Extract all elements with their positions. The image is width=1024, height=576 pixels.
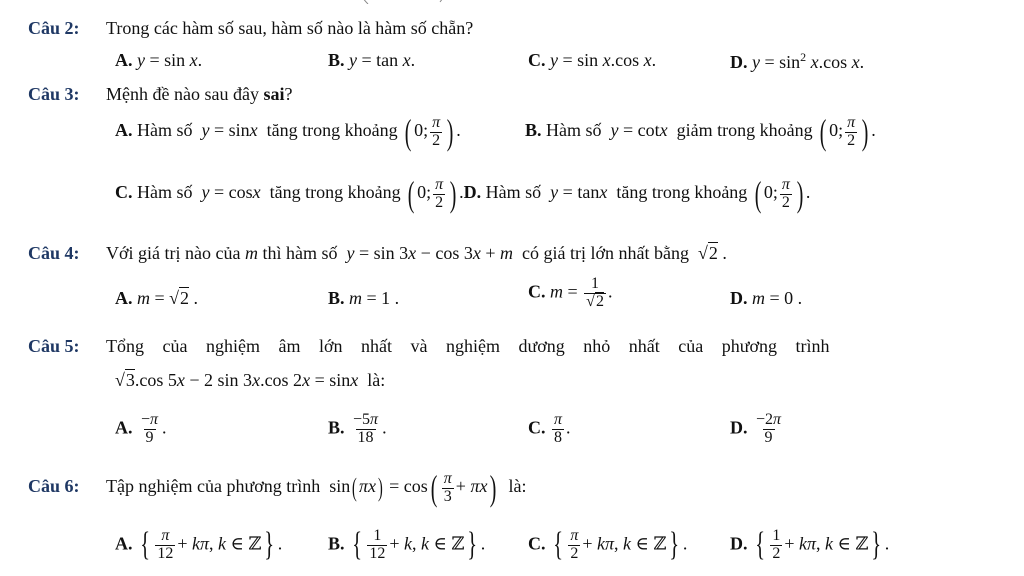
- q5-option-d[interactable]: D. $\frac{-2\pi}{9}$: [730, 411, 782, 446]
- q5-option-a[interactable]: A. $\frac{-\pi}{9}$ .: [115, 411, 167, 446]
- q6-option-c[interactable]: C. { $\frac{\pi}{2}$ + kπ, k ∈ ℤ} .: [528, 526, 688, 564]
- option-text: tăng trong khoảng: [269, 182, 401, 203]
- q2-option-d[interactable]: D. $y = \sin^2 x.\cos$ x.: [730, 50, 865, 72]
- question-text-post: ?: [284, 84, 293, 104]
- question-text-bold: sai: [263, 84, 285, 104]
- option-text: Hàm số: [137, 182, 193, 203]
- question-4: Câu 4: Với giá trị nào của m thì hàm số y = sin 3x − cos 3x + m có giá trị lớn nhất bằng √2 .: [28, 243, 727, 263]
- option-label: A.: [115, 50, 133, 70]
- q4-option-a[interactable]: A. m = √2 .: [115, 288, 199, 308]
- question-5: [28, 336, 829, 357]
- question-text: Tập nghiệm của phương trình: [106, 476, 321, 497]
- option-label: D.: [730, 52, 748, 72]
- option-text: Hàm số: [485, 182, 542, 203]
- option-label: C.: [528, 417, 546, 438]
- option-label: D.: [730, 288, 748, 308]
- q5-option-c[interactable]: C. $\frac{\pi}{8}$ .: [528, 411, 571, 446]
- question-text-pre: Mệnh đề nào sau đây: [106, 84, 264, 104]
- q4-option-b[interactable]: B. m = 1 .: [328, 288, 400, 308]
- option-label: C.: [115, 182, 133, 203]
- q3-option-c[interactable]: C. Hàm số y = cosx tăng trong khoảng ( 0; $\frac{\pi}{2}$ ) .D. Hàm số y = tanx tăng trong khoảng ( 0; $\frac{\pi}{2}$ ) .: [115, 174, 811, 214]
- option-label: B.: [328, 50, 345, 70]
- question-2: [28, 18, 473, 39]
- q6-option-a[interactable]: A. { $\frac{\pi}{12}$ + kπ, k ∈ ℤ} .: [115, 526, 283, 564]
- option-label: B.: [328, 288, 345, 308]
- question-text: là:: [367, 370, 386, 390]
- option-label: D.: [730, 533, 748, 554]
- question-number: Câu 4:: [28, 243, 80, 263]
- question-6: Câu 6: Tập nghiệm của phương trình sin( πx) = cos( $\frac{\pi}{3}$ + πx) là:: [28, 468, 527, 508]
- question-number: Câu 6:: [28, 476, 80, 497]
- option-text: tăng trong khoảng: [266, 120, 398, 141]
- option-label: D.: [730, 417, 748, 438]
- question-3: [28, 84, 293, 105]
- question-text: thì hàm số: [262, 243, 338, 263]
- q6-option-b[interactable]: B. { $\frac{1}{12}$ + k, k ∈ ℤ} .: [328, 526, 486, 564]
- option-label: B.: [328, 533, 345, 554]
- option-label: A.: [115, 417, 133, 438]
- question-number: Câu 5:: [28, 336, 80, 356]
- option-label: C.: [528, 50, 546, 70]
- q4-option-d[interactable]: D. m = 0 .: [730, 288, 803, 308]
- q2-option-b[interactable]: B. y = tan x.: [328, 50, 416, 70]
- question-text: là:: [508, 476, 527, 497]
- option-label: D.: [463, 182, 482, 203]
- option-text: Hàm số: [546, 120, 602, 141]
- option-label: A.: [115, 120, 133, 141]
- q5-option-b[interactable]: B. $\frac{-5\pi}{18}$ .: [328, 411, 387, 446]
- page-top-edge-marks: [300, 0, 700, 4]
- question-text: Tổng của nghiệm âm lớn nhất và nghiệm dương nhỏ nhất của phương trình: [106, 336, 830, 356]
- option-label: A.: [115, 288, 133, 308]
- q4-option-c[interactable]: C. m = $\frac{1}{√2}$ .: [528, 275, 613, 310]
- option-text: Hàm số: [137, 120, 193, 141]
- option-label: C.: [528, 281, 546, 302]
- question-5-equation: √3.cos 5x − 2 sin 3x.cos 2x = sinx là:: [115, 370, 386, 390]
- q6-option-d[interactable]: D. { $\frac{1}{2}$ + kπ, k ∈ ℤ} .: [730, 526, 890, 564]
- option-label: C.: [528, 533, 546, 554]
- q2-option-c[interactable]: C. y = sin x.cos x.: [528, 50, 657, 70]
- q3-option-b[interactable]: B. Hàm số y = cotx giảm trong khoảng ( 0; $\frac{\pi}{2}$ ) .: [525, 112, 876, 152]
- question-text: có giá trị lớn nhất bằng: [521, 243, 689, 263]
- option-label: B.: [525, 120, 542, 141]
- option-label: B.: [328, 417, 345, 438]
- option-label: A.: [115, 533, 133, 554]
- question-text: Với giá trị nào của: [106, 243, 241, 263]
- option-text: giảm trong khoảng: [676, 120, 813, 141]
- question-text: Trong các hàm số sau, hàm số nào là hàm số chẵn?: [106, 18, 474, 38]
- question-number: Câu 3:: [28, 84, 80, 104]
- q3-option-a[interactable]: A. Hàm số y = sinx tăng trong khoảng ( 0; $\frac{\pi}{2}$ ) .: [115, 112, 461, 152]
- option-text: tăng trong khoảng: [616, 182, 748, 203]
- q2-option-a[interactable]: A. y = sin x.: [115, 50, 203, 70]
- question-number: Câu 2:: [28, 18, 80, 38]
